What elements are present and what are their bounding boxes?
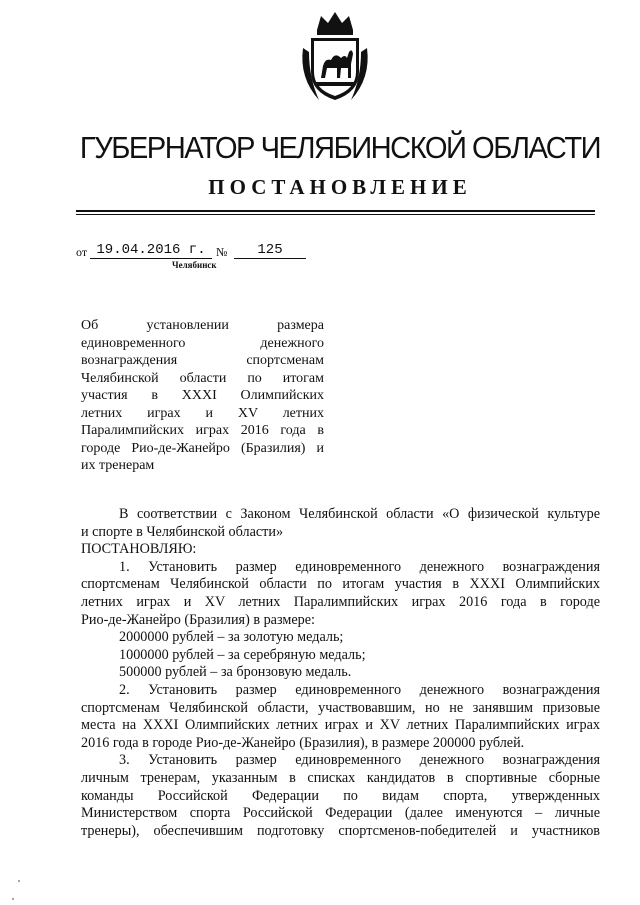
document-city: Челябинск bbox=[172, 260, 217, 270]
clause-3 bbox=[81, 752, 600, 840]
clause-line: Рио-де-Жанейро (Бразилия) в размере: bbox=[81, 611, 315, 628]
subject-line: Челябинской области по итогам bbox=[81, 370, 324, 386]
subject-line: участия в XXXI Олимпийских bbox=[81, 388, 324, 403]
document-type: ПОСТАНОВЛЕНИЕ bbox=[208, 175, 472, 199]
clause-line: 2. Установить размер единовременного денежного вознаграждения bbox=[119, 681, 600, 698]
coat-of-arms-icon bbox=[295, 8, 375, 108]
amount-silver: 1000000 рублей – за серебряную медаль; bbox=[119, 646, 366, 663]
clause-line: команды Российской Федерации по видам спорта, утвержденных bbox=[81, 787, 600, 804]
preamble-line: В соответствии с Законом Челябинской области «О физической культуре bbox=[119, 506, 600, 522]
date-prefix: от bbox=[76, 245, 88, 259]
clause-line: Министерством спорта Российской Федерации (далее именуются – личные bbox=[81, 805, 600, 822]
document-subject bbox=[81, 317, 324, 475]
decree-word: ПОСТАНОВЛЯЮ: bbox=[81, 541, 197, 558]
subject-line: городе Рио-де-Жанейро (Бразилия) и bbox=[81, 440, 324, 456]
document-number: 125 bbox=[234, 242, 306, 259]
subject-line: вознаграждения спортсменам bbox=[81, 353, 324, 368]
subject-line: единовременного денежного bbox=[81, 335, 324, 351]
amount-gold: 2000000 рублей – за золотую медаль; bbox=[119, 629, 344, 646]
clause-line: места на XXXI Олимпийских летних играх и XV летних Паралимпийских играх bbox=[81, 717, 600, 734]
amount-bronze: 500000 рублей – за бронзовую медаль. bbox=[119, 664, 352, 681]
header-rule bbox=[76, 210, 595, 212]
document-body bbox=[81, 506, 600, 840]
clause-line: летних играх и XV летних Паралимпийских играх 2016 года в городе bbox=[81, 593, 600, 610]
clause-line: спортсменам Челябинской области, участвовавшим, но не занявшим призовые bbox=[81, 699, 600, 716]
preamble-line: и спорте в Челябинской области» bbox=[81, 523, 284, 540]
clause-line: тренеры), обеспечившим подготовку спортсменов-победителей и участников bbox=[81, 822, 600, 839]
award-amounts bbox=[81, 629, 600, 682]
header-rule-thin bbox=[76, 214, 595, 215]
subject-line: их тренерам bbox=[81, 458, 155, 473]
clause-line: личным тренерам, указанным в списках кандидатов в спортивные сборные bbox=[81, 769, 600, 786]
clause-1 bbox=[81, 559, 600, 629]
scan-speck bbox=[18, 880, 20, 882]
clause-2 bbox=[81, 682, 600, 752]
subject-line: летних играх и XV летних bbox=[81, 405, 324, 421]
clause-line: 1. Установить размер единовременного денежного вознаграждения bbox=[119, 558, 600, 575]
clause-line: спортсменам Челябинской области по итогам участия в XXXI Олимпийских bbox=[81, 576, 600, 593]
subject-line: Паралимпийских играх 2016 года в bbox=[81, 423, 324, 438]
scan-speck bbox=[12, 898, 14, 900]
clause-line: 2016 года в городе Рио-де-Жанейро (Бразилия), в размере 200000 рублей. bbox=[81, 734, 525, 751]
subject-line: Об установлении размера bbox=[81, 318, 324, 333]
document-date: 19.04.2016 г. bbox=[90, 242, 212, 259]
clause-line: 3. Установить размер единовременного денежного вознаграждения bbox=[119, 752, 600, 769]
number-prefix: № bbox=[216, 245, 228, 259]
issuing-authority: ГУБЕРНАТОР ЧЕЛЯБИНСКОЙ ОБЛАСТИ bbox=[79, 130, 601, 165]
preamble bbox=[81, 506, 600, 541]
